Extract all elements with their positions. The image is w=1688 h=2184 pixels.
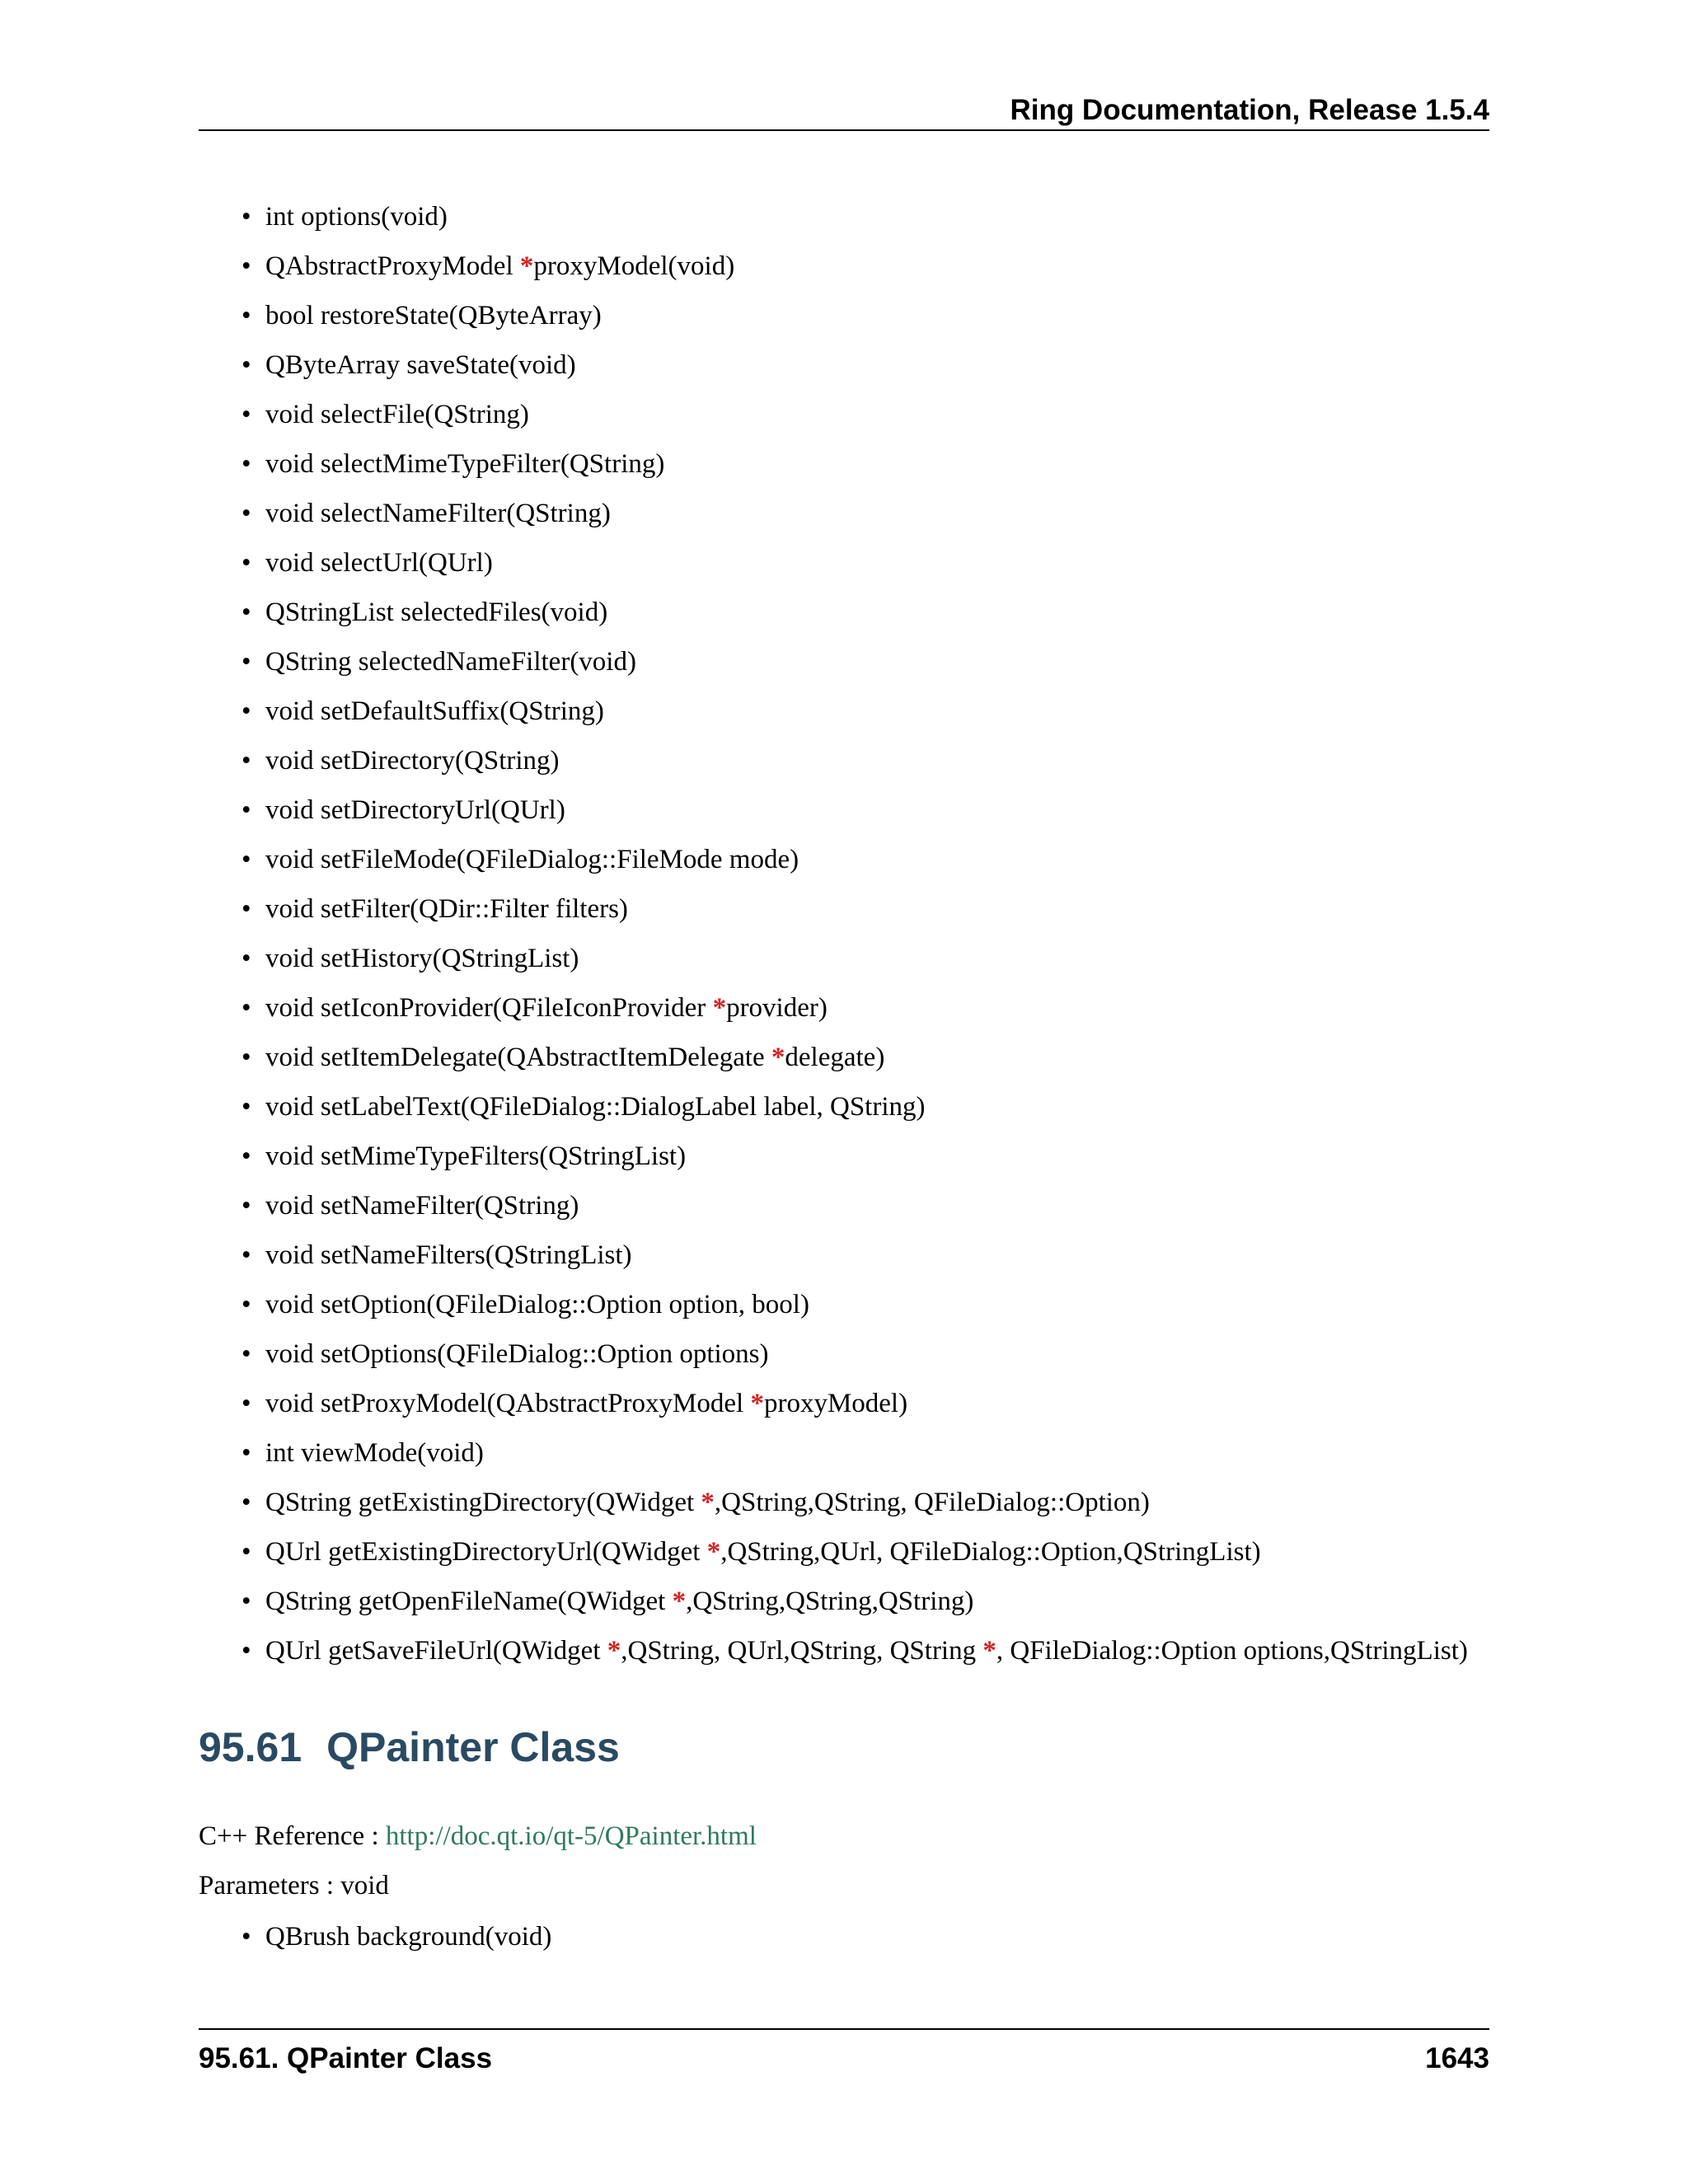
method-text: bool restoreState(QByteArray) — [265, 301, 602, 330]
header-rule — [199, 129, 1489, 131]
method-text: void setProxyModel(QAbstractProxyModel — [265, 1389, 751, 1418]
pointer-asterisk: * — [672, 1586, 687, 1616]
method-item — [241, 588, 1468, 637]
method-text: QAbstractProxyModel — [265, 251, 520, 281]
method-text: QStringList selectedFiles(void) — [265, 598, 608, 627]
section-heading — [199, 1718, 620, 1776]
method-item — [241, 291, 1468, 340]
method-text: void setMimeTypeFilters(QStringList) — [265, 1141, 687, 1171]
method-text: void setItemDelegate(QAbstractItemDelegate — [265, 1043, 771, 1072]
method-text: ,QString, QUrl,QString, QString — [621, 1636, 983, 1666]
method-text: , QFileDialog::Option options,QStringList) — [996, 1636, 1468, 1666]
method-text: void selectNameFilter(QString) — [265, 499, 611, 528]
method-text: void selectMimeTypeFilter(QString) — [265, 449, 665, 479]
footer-rule — [199, 2028, 1489, 2030]
method-item — [241, 390, 1468, 439]
method-text: void setOptions(QFileDialog::Option options) — [265, 1339, 769, 1369]
method-text: void setDefaultSuffix(QString) — [265, 696, 604, 726]
method-item — [241, 1132, 1468, 1181]
pointer-asterisk: * — [771, 1043, 785, 1072]
method-text: void setNameFilters(QStringList) — [265, 1240, 632, 1270]
pointer-asterisk: * — [712, 993, 727, 1023]
method-item — [241, 538, 1468, 588]
method-text: void setDirectoryUrl(QUrl) — [265, 795, 565, 825]
method-item — [241, 934, 1468, 983]
method-text: delegate) — [785, 1043, 885, 1072]
method-item — [241, 1527, 1468, 1577]
method-text: proxyModel(void) — [533, 251, 735, 281]
method-text: void setHistory(QStringList) — [265, 944, 579, 973]
running-footer — [199, 2041, 1489, 2077]
qpainter-method-list — [241, 1912, 551, 1961]
method-text: QUrl getExistingDirectoryUrl(QWidget — [265, 1537, 707, 1567]
method-text: void selectUrl(QUrl) — [265, 548, 493, 578]
method-item — [241, 884, 1468, 934]
section-title: QPainter Class — [326, 1724, 620, 1770]
pointer-asterisk: * — [701, 1488, 715, 1517]
method-item — [241, 1577, 1468, 1626]
method-item — [241, 1181, 1468, 1230]
method-item — [241, 1626, 1468, 1675]
method-item — [241, 241, 1468, 291]
method-text: proxyModel) — [763, 1389, 908, 1418]
method-text: ,QString,QUrl, QFileDialog::Option,QStringList) — [720, 1537, 1261, 1567]
method-text: QString selectedNameFilter(void) — [265, 647, 636, 677]
method-text: QBrush background(void) — [265, 1922, 552, 1952]
method-item — [241, 489, 1468, 538]
cpp-reference — [199, 1817, 757, 1855]
method-item — [241, 1280, 1468, 1329]
method-text: void setDirectory(QString) — [265, 746, 560, 776]
method-text: int options(void) — [265, 202, 448, 232]
pointer-asterisk: * — [519, 251, 534, 281]
method-item — [241, 1912, 551, 1961]
method-item — [241, 1033, 1468, 1082]
pointer-asterisk: * — [750, 1389, 764, 1418]
method-text: int viewMode(void) — [265, 1438, 484, 1468]
method-text: void setFilter(QDir::Filter filters) — [265, 894, 628, 924]
running-header: Ring Documentation, Release 1.5.4 — [1010, 94, 1489, 126]
footer-section: 95.61. QPainter Class — [199, 2042, 493, 2074]
method-item — [241, 192, 1468, 241]
method-item — [241, 439, 1468, 489]
pointer-asterisk: * — [982, 1636, 996, 1666]
method-item — [241, 736, 1468, 785]
method-item — [241, 1478, 1468, 1527]
method-text: QUrl getSaveFileUrl(QWidget — [265, 1636, 607, 1666]
pointer-asterisk: * — [607, 1636, 621, 1666]
method-text: QString getOpenFileName(QWidget — [265, 1586, 673, 1616]
method-item — [241, 1428, 1468, 1478]
reference-label: C++ Reference : — [199, 1821, 386, 1851]
page-number: 1643 — [1425, 2042, 1489, 2074]
method-item — [241, 785, 1468, 835]
method-text: provider) — [726, 993, 828, 1023]
method-item — [241, 1329, 1468, 1379]
reference-link[interactable]: http://doc.qt.io/qt-5/QPainter.html — [385, 1821, 757, 1851]
method-item — [241, 340, 1468, 390]
parameters-text: Parameters : void — [199, 1871, 389, 1900]
method-text: void selectFile(QString) — [265, 400, 529, 429]
method-text: ,QString,QString, QFileDialog::Option) — [714, 1488, 1150, 1517]
section-number: 95.61 — [199, 1724, 302, 1770]
method-text: void setOption(QFileDialog::Option option, bool) — [265, 1290, 809, 1319]
method-text: ,QString,QString,QString) — [686, 1586, 974, 1616]
method-item — [241, 1230, 1468, 1280]
method-text: QByteArray saveState(void) — [265, 350, 576, 380]
method-item — [241, 1379, 1468, 1428]
method-list — [241, 192, 1468, 1675]
method-item — [241, 687, 1468, 736]
method-text: void setFileMode(QFileDialog::FileMode mode) — [265, 845, 799, 874]
method-item — [241, 1082, 1468, 1132]
method-text: QString getExistingDirectory(QWidget — [265, 1488, 701, 1517]
pointer-asterisk: * — [706, 1537, 721, 1567]
method-item — [241, 835, 1468, 884]
method-text: void setNameFilter(QString) — [265, 1191, 579, 1221]
method-item — [241, 983, 1468, 1033]
method-text: void setLabelText(QFileDialog::DialogLabel label, QString) — [265, 1092, 926, 1122]
method-text: void setIconProvider(QFileIconProvider — [265, 993, 713, 1023]
method-item — [241, 637, 1468, 687]
